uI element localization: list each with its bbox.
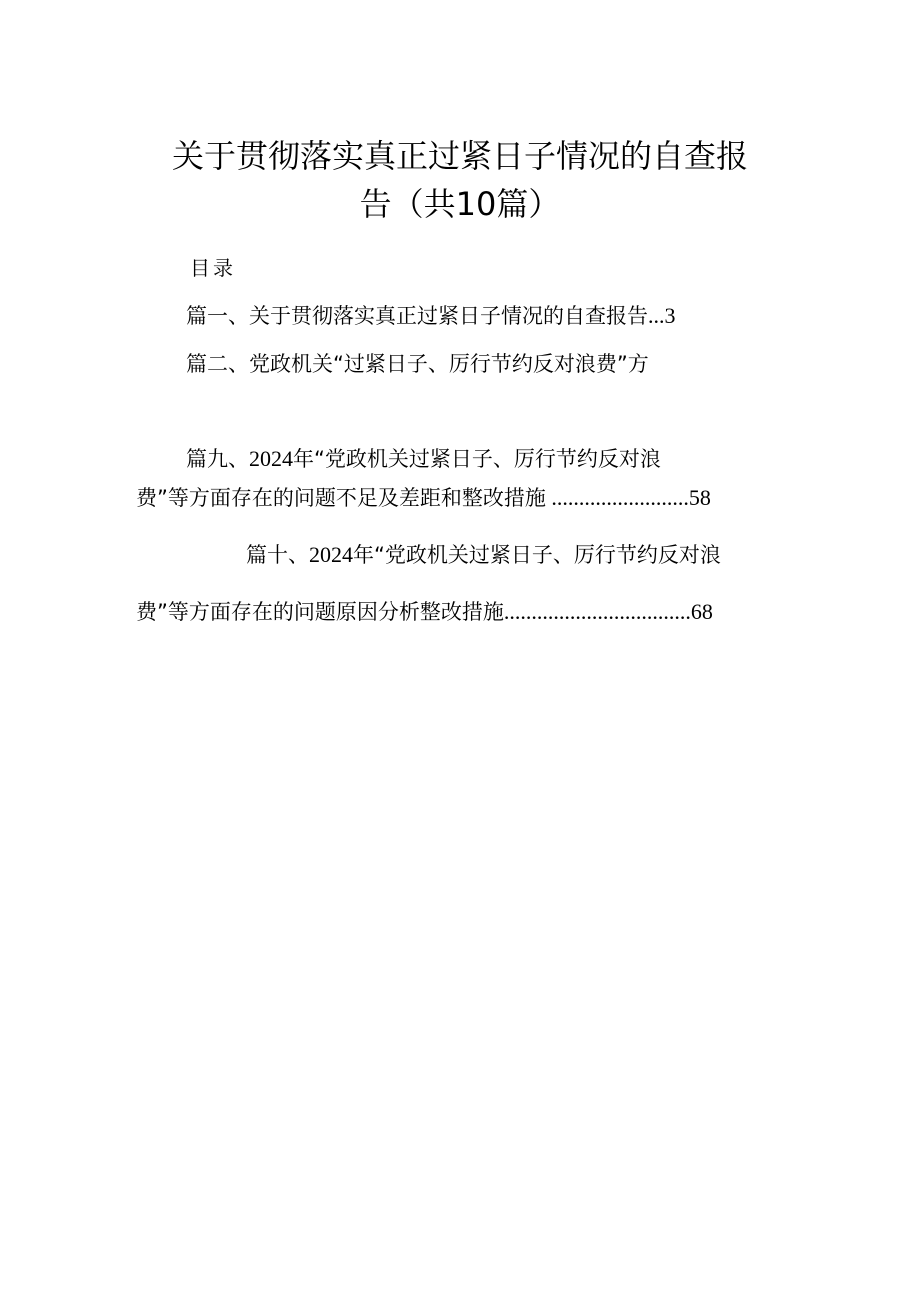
- document-title-line-2: 告（共10篇）: [359, 185, 561, 223]
- toc-entry-9-page: 58: [688, 485, 711, 510]
- toc-entry-9-leader: .........................: [545, 485, 689, 510]
- toc-entry-10-year: 2024: [309, 542, 353, 567]
- toc-entry-10-suffix: 年“党政机关过紧日子、厉行节约反对浪: [353, 543, 721, 567]
- toc-entry-1-text: 篇一、关于贯彻落实真正过紧日子情况的自查报告: [186, 304, 648, 328]
- toc-entry-10-text: 费”等方面存在的问题原因分析整改措施: [136, 600, 504, 624]
- toc-entry-10-line-2[interactable]: [136, 598, 713, 626]
- toc-entry-9-year: 2024: [249, 446, 293, 471]
- toc-entry-9-prefix: 篇九、: [186, 447, 249, 471]
- toc-entry-1[interactable]: [186, 302, 676, 330]
- toc-entry-10-prefix: 篇十、: [246, 543, 309, 567]
- toc-entry-1-leader: ...: [648, 303, 665, 328]
- toc-entry-9-line-1[interactable]: [186, 445, 661, 473]
- toc-entry-2-text: 篇二、党政机关“过紧日子、厉行节约反对浪费”方: [186, 352, 649, 376]
- document-title-line-1: 关于贯彻落实真正过紧日子情况的自查报: [171, 137, 748, 175]
- toc-entry-1-page: 3: [664, 303, 676, 328]
- toc-entry-9-suffix: 年“党政机关过紧日子、厉行节约反对浪: [293, 447, 661, 471]
- toc-entry-10-page: 68: [690, 599, 713, 624]
- toc-entry-10-leader: ..................................: [503, 599, 691, 624]
- toc-entry-9-text: 费”等方面存在的问题不足及差距和整改措施: [136, 486, 546, 510]
- toc-heading: 目录: [190, 256, 236, 280]
- toc-entry-2[interactable]: [186, 350, 649, 378]
- toc-entry-10-line-1[interactable]: [246, 541, 721, 569]
- toc-entry-9-line-2[interactable]: [136, 484, 711, 512]
